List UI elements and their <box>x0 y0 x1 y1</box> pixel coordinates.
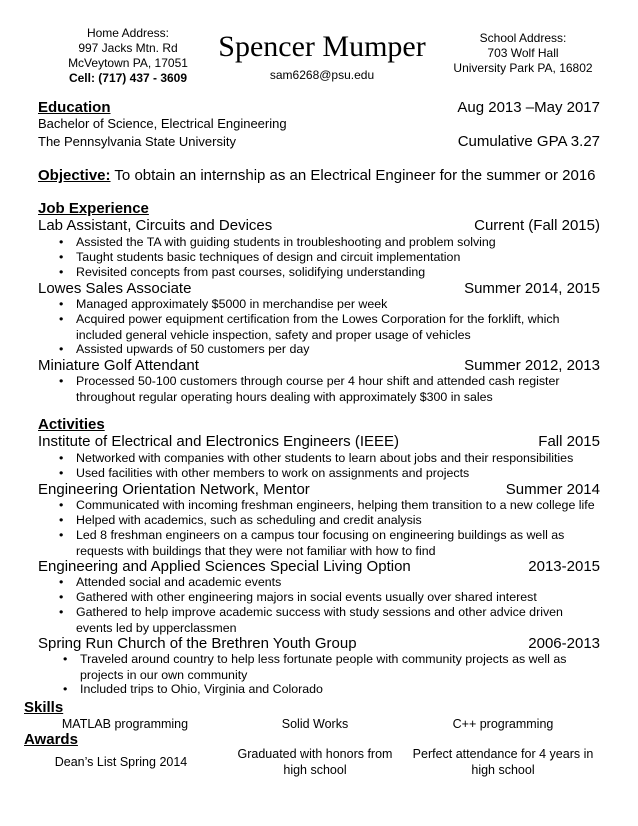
activity-entry-living-option <box>38 558 600 575</box>
skill-item: C++ programming <box>452 717 554 731</box>
list-item: • Acquired power equipment certification from the Lowes Corporation for the forklift, which included general vehicle inspection, safety and proper usage of vehicles <box>76 312 602 343</box>
award-item: Dean’s List Spring 2014 <box>54 755 188 769</box>
awards-heading: Awards <box>24 731 78 748</box>
home-address-city: McVeytown PA, 17051 <box>68 56 188 70</box>
school-address-label: School Address: <box>479 31 567 45</box>
list-item: • Helped with academics, such as scheduling and credit analysis <box>76 513 602 529</box>
list-item: • Processed 50-100 customers through course per 4 hour shift and attended cash register throughout regular operating hours dealing with approximately $300 in sales <box>76 374 602 405</box>
activity-date: 2006-2013 <box>528 635 600 652</box>
list-item: • Attended social and academic events <box>76 575 602 591</box>
award-item: Graduated with honors from high school <box>237 747 393 777</box>
school-address-street: 703 Wolf Hall <box>487 46 559 60</box>
job-date: Summer 2014, 2015 <box>464 280 600 297</box>
job-title: Miniature Golf Attendant <box>38 357 199 374</box>
objective <box>38 167 596 184</box>
list-item: • Assisted the TA with guiding students in troubleshooting and problem solving <box>76 235 602 251</box>
job-entry-lowes <box>38 280 600 297</box>
skills-heading: Skills <box>24 699 64 716</box>
list-item: • Traveled around country to help less fortunate people with community projects as well as projects in our own community <box>80 652 602 683</box>
home-address-street: 997 Jacks Mtn. Rd <box>78 41 178 55</box>
list-item: • Networked with companies with other students to learn about jobs and their responsibilities <box>76 451 602 467</box>
skill-item: Solid Works <box>281 717 349 731</box>
list-item: • Assisted upwards of 50 customers per day <box>76 342 602 358</box>
education-header <box>38 99 600 116</box>
job-entry-lab-assistant <box>38 217 600 234</box>
activity-title: Institute of Electrical and Electronics Engineers (IEEE) <box>38 433 399 450</box>
objective-label: Objective: <box>38 167 111 184</box>
list-item: • Managed approximately $5000 in merchandise per week <box>76 297 602 313</box>
list-item: • Led 8 freshman engineers on a campus tour focusing on engineering buildings as well as requests with buildings that they were not familiar with how to find <box>76 528 602 559</box>
applicant-name: Spencer Mumper <box>218 30 426 63</box>
list-item: • Revisited concepts from past courses, solidifying understanding <box>76 265 602 281</box>
email[interactable]: sam6268@psu.edu <box>269 68 375 82</box>
activity-date: Summer 2014 <box>505 481 600 498</box>
job-title: Lowes Sales Associate <box>38 280 192 297</box>
education-heading: Education <box>38 99 111 116</box>
job-entry-golf <box>38 357 600 374</box>
list-item: • Used facilities with other members to work on assignments and projects <box>76 466 602 482</box>
education-dates: Aug 2013 –May 2017 <box>457 99 600 116</box>
list-item: • Included trips to Ohio, Virginia and Colorado <box>80 682 602 698</box>
home-address-label: Home Address: <box>86 26 170 40</box>
skill-item: MATLAB programming <box>61 717 189 731</box>
job-title: Lab Assistant, Circuits and Devices <box>38 217 273 234</box>
activities-heading: Activities <box>38 416 105 433</box>
school-address-city: University Park PA, 16802 <box>453 61 593 75</box>
award-item: Perfect attendance for 4 years in high school <box>412 747 594 777</box>
activity-entry-mentor <box>38 481 600 498</box>
activity-entry-ieee <box>38 433 600 450</box>
activity-title: Engineering and Applied Sciences Special Living Option <box>38 558 411 575</box>
cell-phone: Cell: (717) 437 - 3609 <box>68 71 188 85</box>
activity-date: Fall 2015 <box>538 433 600 450</box>
job-date: Summer 2012, 2013 <box>464 357 600 374</box>
objective-text: To obtain an internship as an Electrical Engineer for the summer or 2016 <box>110 167 596 184</box>
activity-entry-youth-group <box>38 635 600 652</box>
activity-title: Spring Run Church of the Brethren Youth Group <box>38 635 357 652</box>
list-item: • Taught students basic techniques of design and circuit implementation <box>76 250 602 266</box>
degree: Bachelor of Science, Electrical Engineering <box>38 116 287 131</box>
activity-date: 2013-2015 <box>528 558 600 575</box>
list-item: • Gathered with other engineering majors in social events usually over shared interest <box>76 590 602 606</box>
school-address <box>448 31 598 76</box>
job-experience-heading: Job Experience <box>38 200 149 217</box>
home-address <box>58 26 198 86</box>
job-date: Current (Fall 2015) <box>474 217 600 234</box>
activity-title: Engineering Orientation Network, Mentor <box>38 481 310 498</box>
gpa: Cumulative GPA 3.27 <box>457 133 600 150</box>
list-item: • Communicated with incoming freshman engineers, helping them transition to a new college life <box>76 498 602 514</box>
university: The Pennsylvania State University <box>38 134 236 149</box>
list-item: • Gathered to help improve academic success with study sessions and other advice driven events led by upperclassmen <box>76 605 602 636</box>
